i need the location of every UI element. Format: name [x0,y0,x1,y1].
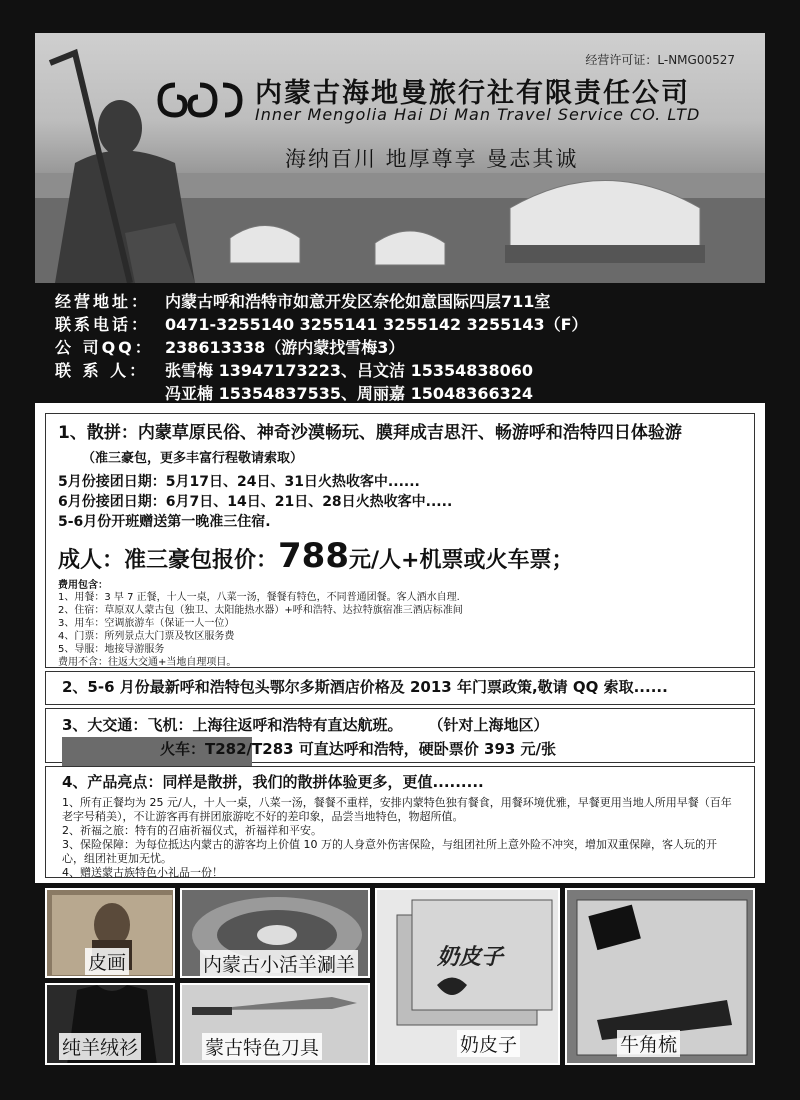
tour-bonus: 5-6月份开班赠送第一晚准三住宿. [58,514,271,530]
contact-person-row [55,359,588,382]
contact-person-1: 张雪梅 13947173223、吕文洁 15354838060 [165,361,534,380]
product-tile-knife [180,983,370,1065]
transport-flight-text: 3、大交通：飞机：上海往返呼和浩特有直达航班。 [62,716,403,734]
phone-label: 联系电话： [55,315,151,334]
price-prefix: 成人：准三豪包报价： [58,548,279,573]
price-number: 788 [278,536,349,576]
product-label: 牛角梳 [617,1030,680,1057]
transport-flight [62,713,738,737]
section1-title: 1、散拼：内蒙草原民俗、神奇沙漠畅玩、膜拜成吉思汗、畅游呼和浩特四日体验游 [58,423,682,443]
fee-excluded: 费用不含：往返大交通+当地自理项目。 [58,657,237,668]
product-tile-milk-skin [375,888,560,1065]
product-tile-horn-comb [565,888,755,1065]
address-value: 内蒙古呼和浩特市如意开发区奈伦如意国际四层711室 [165,292,551,311]
contact-block [55,290,588,405]
contact-person-label: 联 系 人： [55,361,149,380]
product-tile-cashmere [45,983,175,1065]
highlight-item: 1、所有正餐均为 25 元/人，十人一桌，八菜一汤，餐餐不重样，安排内蒙特色独有餐食，用餐环境优雅，早餐更用当地人所用早餐（百年老字号稍美），不让游客再有拼团旅游吃不好的差印象，品尝当地特色，物超所值。 [62,796,732,823]
highlight-item: 3、保险保障：为每位抵达内蒙古的游客均上价值 10 万的人身意外伤害保险，与组团社所上意外险不冲突，增加双重保障，客人玩的开心，组团社更加无忧。 [62,838,717,865]
section-tour-package [45,413,755,668]
product-label: 纯羊绒衫 [59,1033,141,1060]
product-label: 内蒙古小活羊涮羊 [200,950,358,977]
address-label: 经营地址： [55,292,151,311]
company-name-en: Inner Mengolia Hai Di Man Travel Service CO. LTD [255,105,701,124]
product-label: 奶皮子 [457,1030,520,1057]
qq-row [55,336,588,359]
product-tile-hotpot [180,888,370,978]
company-name-cn: 内蒙古海地曼旅行社有限责任公司 [255,78,690,109]
box-text: 奶皮子 [437,945,504,970]
transport-train: 火车：T282/T283 可直达呼和浩特，硬卧票价 393 元/张 [62,737,252,827]
transport-note: （针对上海地区） [428,716,549,734]
company-logo-icon [155,75,245,125]
license-number: 经营许可证：L-NMG00527 [585,53,735,67]
section1-subtitle: （准三豪包，更多丰富行程敬请索取） [82,451,304,466]
fee-item: 4、门票：所列景点大门票及牧区服务费 [58,631,235,642]
section-highlights [45,766,755,878]
highlight-item: 2、祈福之旅：特有的召庙祈福仪式，祈福祥和平安。 [62,824,322,837]
slogan: 海纳百川 地厚尊享 曼志其诚 [285,147,579,171]
contact-person-2: 冯亚楠 15354837535、周丽嘉 15048366324 [165,384,534,403]
qq-label: 公 司QQ： [55,338,154,357]
qq-value: 238613338（游内蒙找雪梅3） [165,338,405,357]
product-label: 蒙古特色刀具 [202,1033,322,1060]
fee-item: 2、住宿：草原双人蒙古包（独卫、太阳能热水器）+呼和浩特、达拉特旗宿准三酒店标准间 [58,605,463,616]
product-label: 皮画 [85,948,129,975]
fee-item: 1、用餐：3 早 7 正餐，十人一桌，八菜一汤，餐餐有特色，不同普通团餐。客人酒水自理. [58,592,460,603]
phone-row [55,313,588,336]
tour-date-may: 5月份接团日期：5月17日、24日、31日火热收客中...... [58,474,420,490]
section2-title: 2、5-6 月份最新呼和浩特包头鄂尔多斯酒店价格及 2013 年门票政策,敬请 QQ 索取...... [62,678,668,696]
tour-date-june: 6月份接团日期：6月7日、14日、21日、28日火热收客中..... [58,494,453,510]
header-banner [35,33,765,283]
contact-person-row-2 [55,382,588,405]
phone-value: 0471-3255140 3255141 3255142 3255143（F） [165,315,588,334]
address-row [55,290,588,313]
fee-item: 5、导服：地接导游服务 [58,644,165,655]
price-suffix: 元/人+机票或火车票； [349,548,574,573]
fee-header: 费用包含： [58,580,108,591]
fee-item: 3、用车：空调旅游车（保证一人一位） [58,618,235,629]
product-gallery [35,888,765,1068]
content-panel [35,403,765,883]
section-hotel-policy [45,671,755,705]
price-line [58,536,742,576]
highlight-item: 4、赠送蒙古族特色小礼品一份！ [62,866,223,879]
section4-title: 4、产品亮点：同样是散拼，我们的散拼体验更多，更值......... [62,773,484,791]
section-transport [45,708,755,763]
product-tile-leather-painting [45,888,175,978]
